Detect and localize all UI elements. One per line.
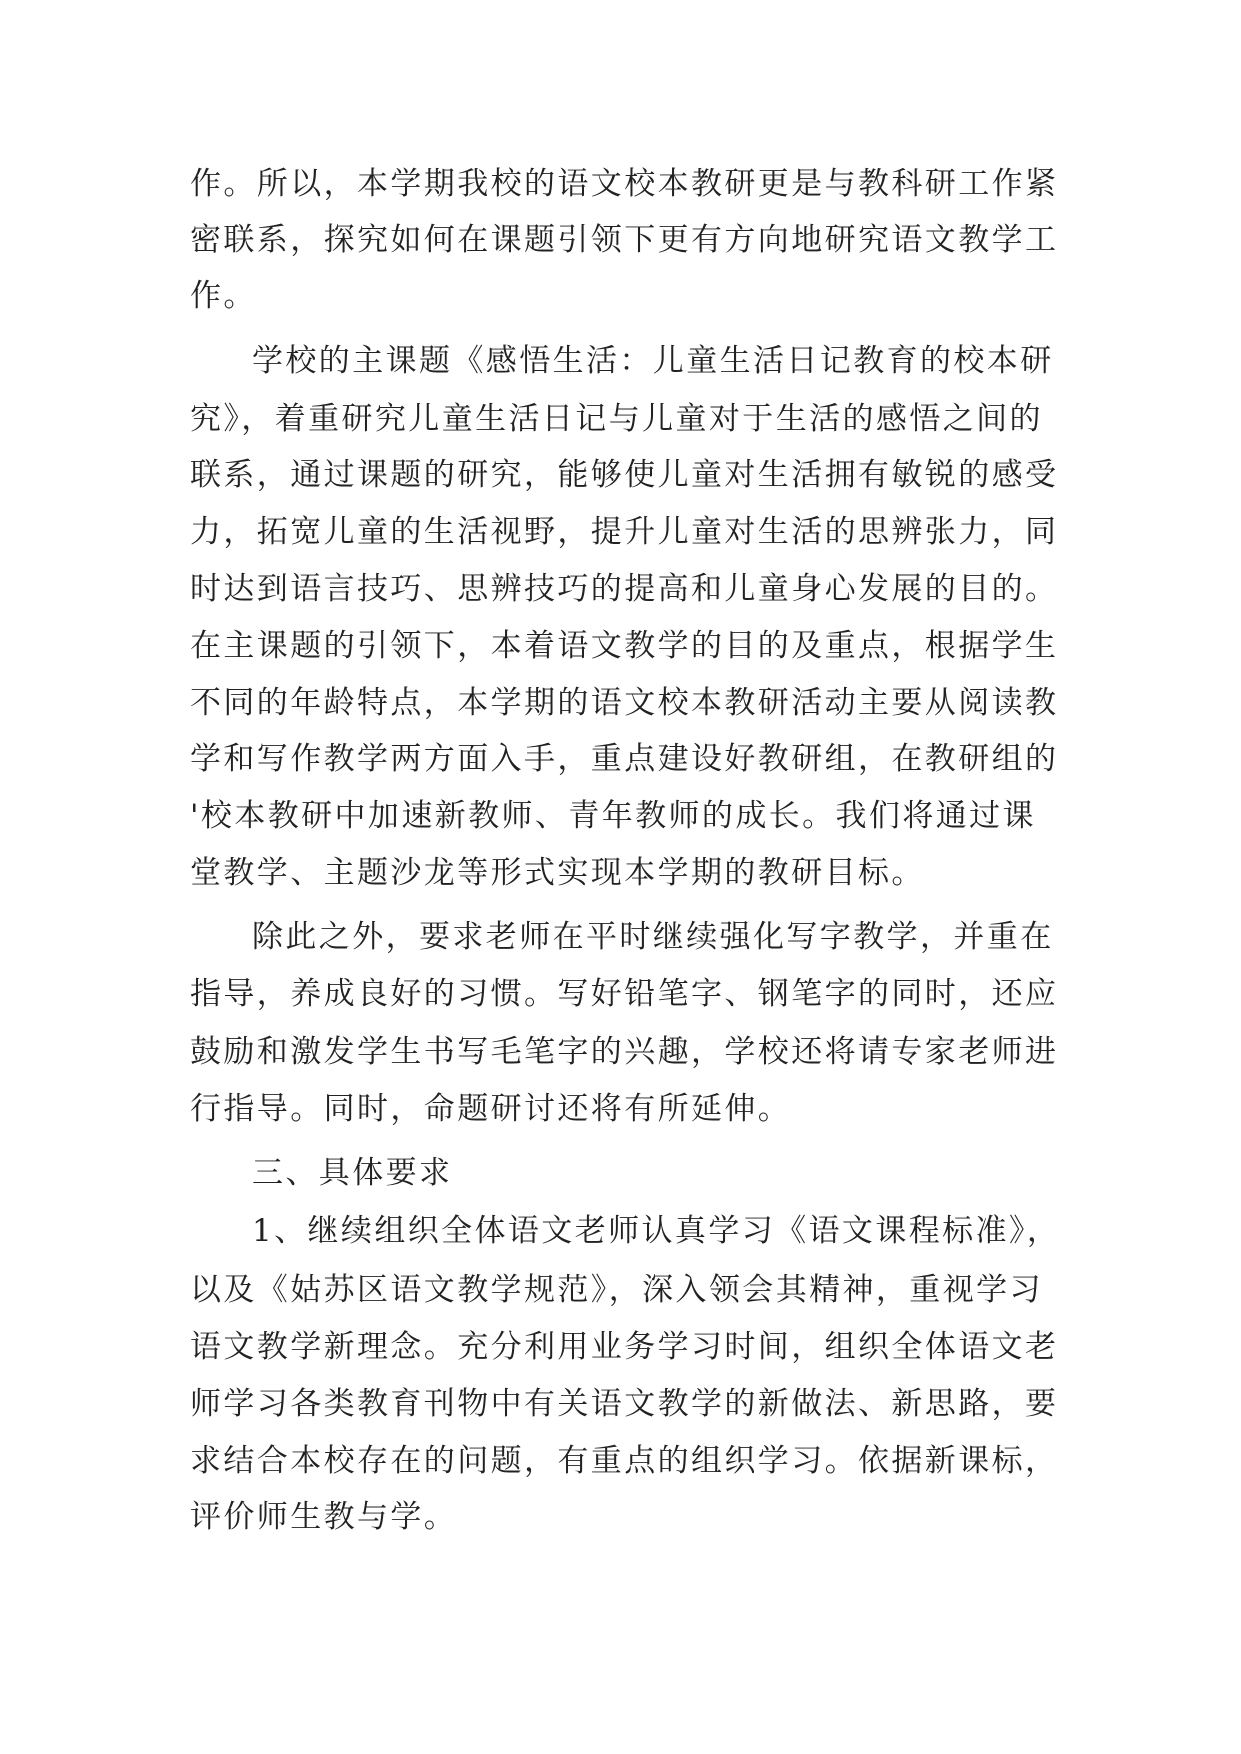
text-line: 评价师生教与学。: [190, 1499, 458, 1535]
paragraph-start-line: 学校的主课题《感悟生活：儿童生活日记教育的校本研: [252, 343, 1054, 379]
text-line: 堂教学、主题沙龙等形式实现本学期的教研目标。: [190, 855, 925, 891]
text-line: 行指导。同时，命题研讨还将有所延伸。: [190, 1091, 792, 1127]
paragraph-start-line: 除此之外，要求老师在平时继续强化写字教学，并重在: [252, 919, 1054, 955]
text-line: 师学习各类教育刊物中有关语文教学的新做法、新思路，要: [190, 1386, 1059, 1422]
text-line: 联系，通过课题的研究，能够使儿童对生活拥有敏锐的感受: [190, 457, 1059, 493]
text-line: 作。: [190, 278, 257, 314]
text-line: 力，拓宽儿童的生活视野，提升儿童对生活的思辨张力，同: [190, 514, 1059, 550]
text-line: 不同的年龄特点，本学期的语文校本教研活动主要从阅读教: [190, 685, 1059, 721]
paragraph-start-line: 1、继续组织全体语文老师认真学习《语文课程标准》，: [252, 1213, 1061, 1249]
text-line: 时达到语言技巧、思辨技巧的提高和儿童身心发展的目的。: [190, 571, 1059, 607]
text-line: '校本教研中加速新教师、青年教师的成长。我们将通过课: [190, 798, 1036, 834]
text-line: 学和写作教学两方面入手，重点建设好教研组，在教研组的: [190, 741, 1059, 777]
section-heading: 三、具体要求: [252, 1155, 453, 1191]
text-line: 作。所以，本学期我校的语文校本教研更是与教科研工作紧: [190, 166, 1059, 202]
text-line: 以及《姑苏区语文教学规范》，深入领会其精神，重视学习: [190, 1272, 1043, 1308]
text-line: 指导，养成良好的习惯。写好铅笔字、钢笔字的同时，还应: [190, 976, 1059, 1012]
text-line: 在主课题的引领下，本着语文教学的目的及重点，根据学生: [190, 628, 1059, 664]
text-line: 密联系，探究如何在课题引领下更有方向地研究语文教学工: [190, 222, 1059, 258]
text-line: 语文教学新理念。充分利用业务学习时间，组织全体语文老: [190, 1329, 1059, 1365]
text-line: 鼓励和激发学生书写毛笔字的兴趣，学校还将请专家老师进: [190, 1034, 1059, 1070]
text-line: 究》，着重研究儿童生活日记与儿童对于生活的感悟之间的: [190, 401, 1043, 437]
text-line: 求结合本校存在的问题，有重点的组织学习。依据新课标，: [190, 1443, 1059, 1479]
